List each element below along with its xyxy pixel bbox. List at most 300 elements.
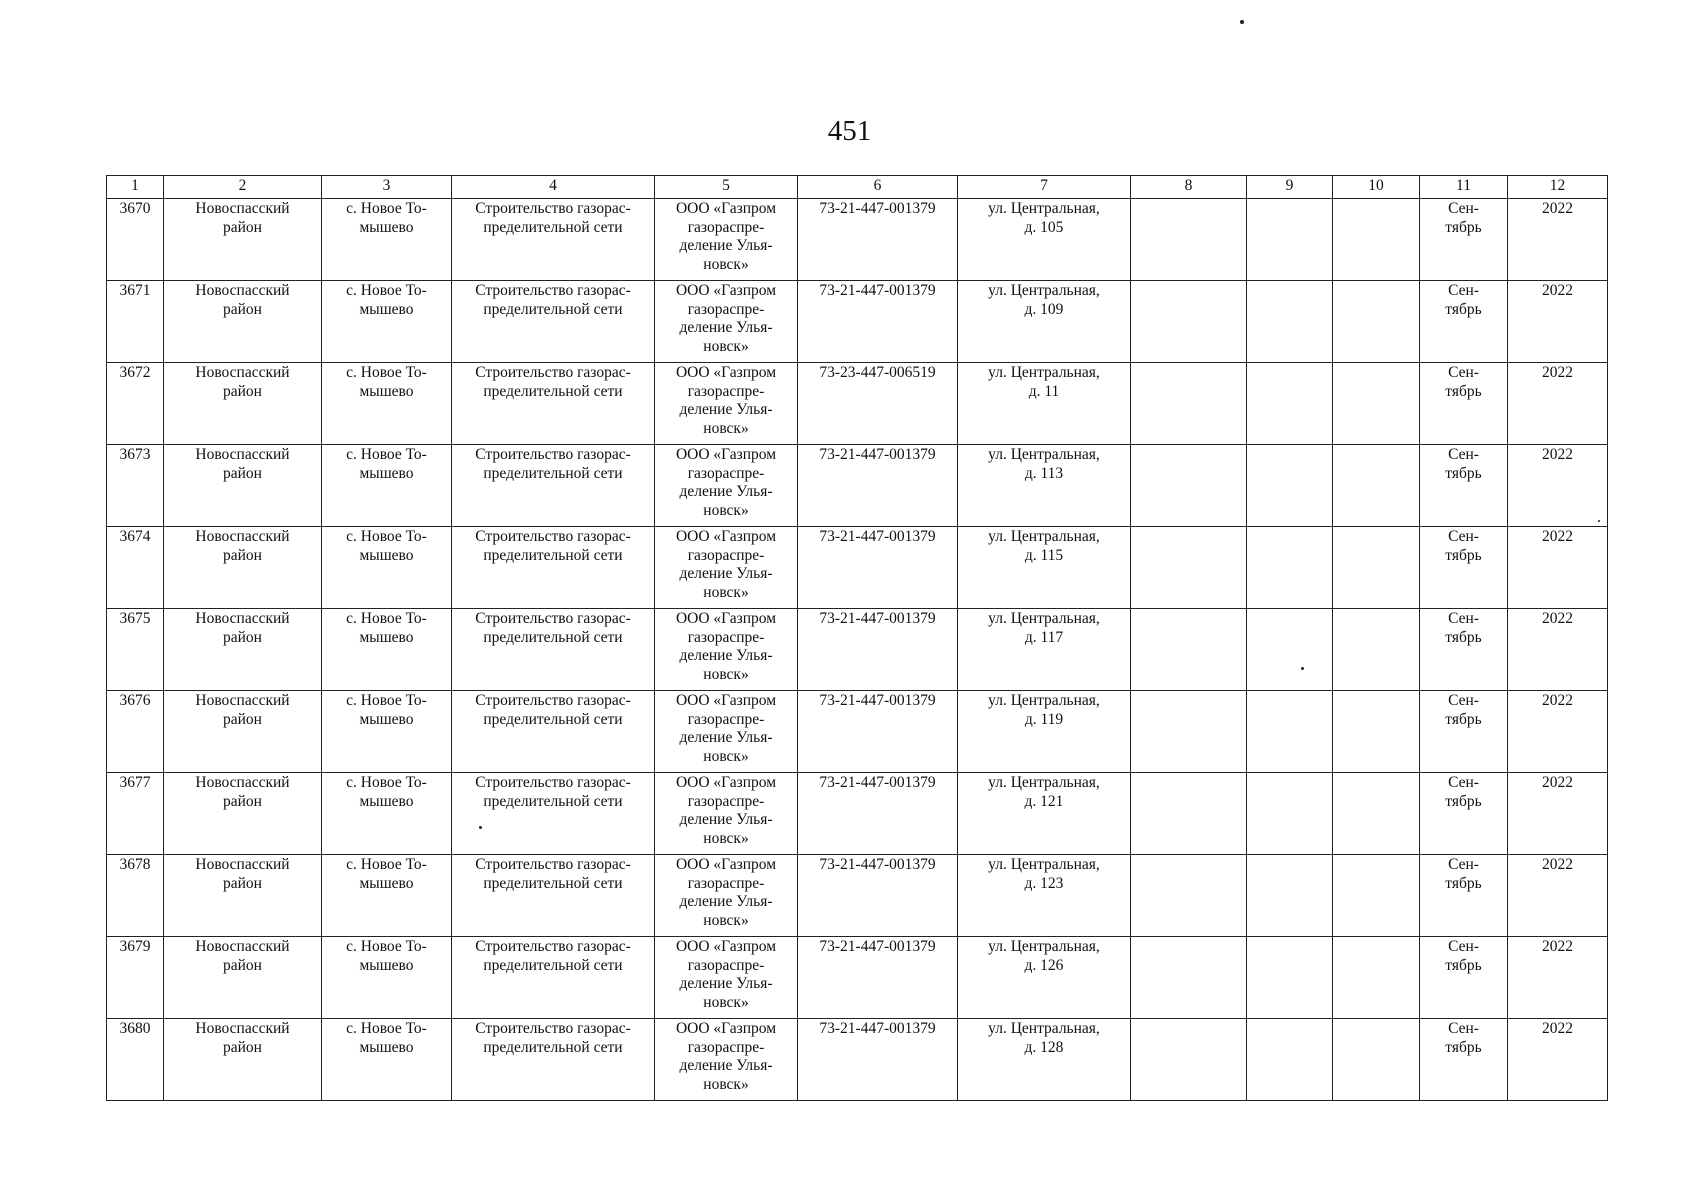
settlement-cell-line: мышево <box>359 710 414 728</box>
month-cell <box>1420 445 1508 527</box>
district-cell <box>164 855 322 937</box>
column-header-12: 12 <box>1508 176 1608 199</box>
settlement-cell <box>322 855 452 937</box>
work-description-cell-line: Строительство газорас- <box>475 446 631 463</box>
month-cell-line: Сен- <box>1448 200 1479 217</box>
address-cell-line: ул. Центральная, <box>988 446 1100 463</box>
column-header-8: 8 <box>1131 176 1247 199</box>
address-cell-line: д. 128 <box>1024 1038 1064 1056</box>
address-cell <box>958 691 1131 773</box>
address-cell-line: ул. Центральная, <box>988 692 1100 709</box>
work-description-cell-line: пределительной сети <box>483 710 623 728</box>
work-description-cell-line: Строительство газорас- <box>475 528 631 545</box>
settlement-cell-line: с. Новое То- <box>346 610 427 627</box>
address-cell <box>958 281 1131 363</box>
district-cell-line: район <box>223 710 262 728</box>
column-header-2: 2 <box>164 176 322 199</box>
month-cell <box>1420 281 1508 363</box>
column-header-7: 7 <box>958 176 1131 199</box>
column-9-cell <box>1247 527 1333 609</box>
settlement-cell <box>322 1019 452 1101</box>
row-number: 3675 <box>107 609 164 691</box>
object-code-cell: 73-21-447-001379 <box>798 1019 958 1101</box>
column-10-cell <box>1333 1019 1420 1101</box>
organization-cell-line: газораспре- <box>687 218 765 236</box>
column-8-cell <box>1131 199 1247 281</box>
year-cell: 2022 <box>1508 445 1608 527</box>
settlement-cell-line: с. Новое То- <box>346 446 427 463</box>
header-row <box>107 176 1608 199</box>
district-cell-line: Новоспасский <box>195 528 290 545</box>
work-description-cell-line: пределительной сети <box>483 792 623 810</box>
table-row <box>107 609 1608 691</box>
object-code-cell: 73-21-447-001379 <box>798 527 958 609</box>
district-cell-line: район <box>223 792 262 810</box>
table-row <box>107 527 1608 609</box>
district-cell-line: Новоспасский <box>195 282 290 299</box>
address-cell <box>958 199 1131 281</box>
district-cell-line: район <box>223 546 262 564</box>
settlement-cell-line: мышево <box>359 792 414 810</box>
organization-cell <box>655 855 798 937</box>
column-10-cell <box>1333 855 1420 937</box>
object-code-cell: 73-21-447-001379 <box>798 691 958 773</box>
row-number: 3670 <box>107 199 164 281</box>
work-description-cell <box>452 527 655 609</box>
column-8-cell <box>1131 691 1247 773</box>
work-description-cell-line: пределительной сети <box>483 546 623 564</box>
address-cell-line: ул. Центральная, <box>988 282 1100 299</box>
register-table <box>106 175 1608 1101</box>
year-cell: 2022 <box>1508 609 1608 691</box>
address-cell <box>958 773 1131 855</box>
organization-cell <box>655 527 798 609</box>
address-cell <box>958 609 1131 691</box>
settlement-cell-line: с. Новое То- <box>346 856 427 873</box>
column-9-cell <box>1247 855 1333 937</box>
column-10-cell <box>1333 527 1420 609</box>
settlement-cell-line: мышево <box>359 464 414 482</box>
settlement-cell-line: мышево <box>359 382 414 400</box>
organization-cell <box>655 773 798 855</box>
year-cell: 2022 <box>1508 199 1608 281</box>
month-cell-line: Сен- <box>1448 938 1479 955</box>
month-cell-line: тябрь <box>1445 792 1482 810</box>
work-description-cell-line: пределительной сети <box>483 628 623 646</box>
row-number: 3673 <box>107 445 164 527</box>
column-header-9: 9 <box>1247 176 1333 199</box>
work-description-cell <box>452 445 655 527</box>
settlement-cell-line: с. Новое То- <box>346 1020 427 1037</box>
settlement-cell-line: с. Новое То- <box>346 528 427 545</box>
organization-cell-line: газораспре- <box>687 300 765 318</box>
row-number: 3680 <box>107 1019 164 1101</box>
organization-cell-line: новск» <box>703 583 749 601</box>
work-description-cell-line: пределительной сети <box>483 382 623 400</box>
district-cell-line: район <box>223 1038 262 1056</box>
year-cell: 2022 <box>1508 281 1608 363</box>
month-cell-line: Сен- <box>1448 1020 1479 1037</box>
address-cell-line: ул. Центральная, <box>988 1020 1100 1037</box>
table-row <box>107 1019 1608 1101</box>
settlement-cell-line: мышево <box>359 956 414 974</box>
work-description-cell-line: пределительной сети <box>483 300 623 318</box>
district-cell-line: район <box>223 956 262 974</box>
settlement-cell-line: мышево <box>359 628 414 646</box>
district-cell-line: Новоспасский <box>195 774 290 791</box>
district-cell-line: район <box>223 300 262 318</box>
year-cell: 2022 <box>1508 937 1608 1019</box>
settlement-cell-line: с. Новое То- <box>346 692 427 709</box>
column-8-cell <box>1131 937 1247 1019</box>
organization-cell-line: газораспре- <box>687 546 765 564</box>
organization-cell-line: ООО «Газпром <box>675 282 777 299</box>
organization-cell-line: ООО «Газпром <box>675 200 777 217</box>
object-code-cell: 73-21-447-001379 <box>798 937 958 1019</box>
column-9-cell <box>1247 937 1333 1019</box>
district-cell-line: район <box>223 874 262 892</box>
organization-cell-line: деление Улья- <box>679 893 773 910</box>
address-cell-line: д. 123 <box>1024 874 1064 892</box>
address-cell-line: д. 113 <box>1024 464 1064 482</box>
month-cell-line: Сен- <box>1448 364 1479 381</box>
settlement-cell <box>322 773 452 855</box>
month-cell-line: тябрь <box>1445 464 1482 482</box>
column-9-cell <box>1247 691 1333 773</box>
district-cell-line: район <box>223 628 262 646</box>
work-description-cell-line: пределительной сети <box>483 218 623 236</box>
organization-cell-line: ООО «Газпром <box>675 1020 777 1037</box>
district-cell-line: Новоспасский <box>195 610 290 627</box>
table-row <box>107 773 1608 855</box>
settlement-cell-line: с. Новое То- <box>346 200 427 217</box>
organization-cell-line: газораспре- <box>687 628 765 646</box>
column-header-6: 6 <box>798 176 958 199</box>
district-cell-line: Новоспасский <box>195 692 290 709</box>
column-header-3: 3 <box>322 176 452 199</box>
row-number: 3674 <box>107 527 164 609</box>
column-8-cell <box>1131 281 1247 363</box>
organization-cell <box>655 691 798 773</box>
month-cell <box>1420 363 1508 445</box>
table-row <box>107 445 1608 527</box>
column-8-cell <box>1131 527 1247 609</box>
settlement-cell <box>322 527 452 609</box>
month-cell-line: тябрь <box>1445 956 1482 974</box>
address-cell-line: д. 121 <box>1024 792 1064 810</box>
column-9-cell <box>1247 445 1333 527</box>
organization-cell-line: деление Улья- <box>679 647 773 664</box>
column-8-cell <box>1131 855 1247 937</box>
settlement-cell-line: мышево <box>359 546 414 564</box>
settlement-cell-line: мышево <box>359 300 414 318</box>
object-code-cell: 73-21-447-001379 <box>798 773 958 855</box>
organization-cell-line: деление Улья- <box>679 1057 773 1074</box>
district-cell-line: Новоспасский <box>195 938 290 955</box>
settlement-cell-line: мышево <box>359 1038 414 1056</box>
address-cell-line: ул. Центральная, <box>988 856 1100 873</box>
organization-cell <box>655 363 798 445</box>
column-header-10: 10 <box>1333 176 1420 199</box>
table-row <box>107 691 1608 773</box>
work-description-cell <box>452 281 655 363</box>
work-description-cell-line: пределительной сети <box>483 464 623 482</box>
organization-cell-line: новск» <box>703 911 749 929</box>
month-cell-line: тябрь <box>1445 874 1482 892</box>
object-code-cell: 73-21-447-001379 <box>798 281 958 363</box>
column-header-5: 5 <box>655 176 798 199</box>
column-9-cell <box>1247 363 1333 445</box>
address-cell <box>958 527 1131 609</box>
column-header-1: 1 <box>107 176 164 199</box>
address-cell-line: д. 126 <box>1024 956 1064 974</box>
address-cell-line: д. 117 <box>1024 628 1064 646</box>
month-cell <box>1420 937 1508 1019</box>
month-cell-line: Сен- <box>1448 610 1479 627</box>
month-cell-line: Сен- <box>1448 856 1479 873</box>
organization-cell <box>655 937 798 1019</box>
column-header-4: 4 <box>452 176 655 199</box>
month-cell <box>1420 855 1508 937</box>
address-cell <box>958 363 1131 445</box>
object-code-cell: 73-21-447-001379 <box>798 609 958 691</box>
organization-cell-line: деление Улья- <box>679 401 773 418</box>
month-cell-line: тябрь <box>1445 382 1482 400</box>
object-code-cell: 73-21-447-001379 <box>798 445 958 527</box>
district-cell <box>164 1019 322 1101</box>
month-cell-line: тябрь <box>1445 546 1482 564</box>
address-cell-line: д. 105 <box>1024 218 1064 236</box>
year-cell: 2022 <box>1508 363 1608 445</box>
work-description-cell <box>452 1019 655 1101</box>
column-10-cell <box>1333 363 1420 445</box>
month-cell-line: тябрь <box>1445 628 1482 646</box>
organization-cell-line: ООО «Газпром <box>675 938 777 955</box>
district-cell-line: Новоспасский <box>195 1020 290 1037</box>
district-cell <box>164 281 322 363</box>
work-description-cell-line: Строительство газорас- <box>475 1020 631 1037</box>
organization-cell-line: деление Улья- <box>679 565 773 582</box>
organization-cell-line: ООО «Газпром <box>675 692 777 709</box>
settlement-cell <box>322 199 452 281</box>
column-9-cell <box>1247 281 1333 363</box>
organization-cell-line: деление Улья- <box>679 729 773 746</box>
row-number: 3678 <box>107 855 164 937</box>
object-code-cell: 73-21-447-001379 <box>798 855 958 937</box>
column-10-cell <box>1333 445 1420 527</box>
district-cell <box>164 527 322 609</box>
table-row <box>107 937 1608 1019</box>
month-cell-line: Сен- <box>1448 446 1479 463</box>
district-cell <box>164 937 322 1019</box>
address-cell-line: д. 109 <box>1024 300 1064 318</box>
work-description-cell <box>452 199 655 281</box>
organization-cell <box>655 199 798 281</box>
address-cell <box>958 445 1131 527</box>
address-cell-line: ул. Центральная, <box>988 610 1100 627</box>
month-cell-line: Сен- <box>1448 692 1479 709</box>
settlement-cell-line: с. Новое То- <box>346 938 427 955</box>
work-description-cell-line: Строительство газорас- <box>475 692 631 709</box>
organization-cell-line: газораспре- <box>687 710 765 728</box>
work-description-cell-line: Строительство газорас- <box>475 938 631 955</box>
address-cell-line: д. 115 <box>1024 546 1064 564</box>
column-9-cell <box>1247 609 1333 691</box>
month-cell <box>1420 527 1508 609</box>
organization-cell-line: ООО «Газпром <box>675 774 777 791</box>
work-description-cell-line: Строительство газорас- <box>475 610 631 627</box>
organization-cell-line: деление Улья- <box>679 237 773 254</box>
district-cell <box>164 199 322 281</box>
organization-cell-line: газораспре- <box>687 956 765 974</box>
organization-cell-line: газораспре- <box>687 1038 765 1056</box>
column-8-cell <box>1131 363 1247 445</box>
settlement-cell <box>322 937 452 1019</box>
work-description-cell-line: Строительство газорас- <box>475 282 631 299</box>
column-8-cell <box>1131 609 1247 691</box>
row-number: 3671 <box>107 281 164 363</box>
year-cell: 2022 <box>1508 855 1608 937</box>
organization-cell-line: новск» <box>703 993 749 1011</box>
column-9-cell <box>1247 1019 1333 1101</box>
work-description-cell-line: Строительство газорас- <box>475 856 631 873</box>
column-10-cell <box>1333 691 1420 773</box>
district-cell-line: Новоспасский <box>195 446 290 463</box>
month-cell <box>1420 1019 1508 1101</box>
month-cell <box>1420 609 1508 691</box>
organization-cell-line: деление Улья- <box>679 319 773 336</box>
month-cell <box>1420 691 1508 773</box>
column-8-cell <box>1131 1019 1247 1101</box>
district-cell <box>164 691 322 773</box>
table-row <box>107 363 1608 445</box>
organization-cell-line: новск» <box>703 829 749 847</box>
month-cell-line: Сен- <box>1448 774 1479 791</box>
month-cell-line: Сен- <box>1448 528 1479 545</box>
address-cell-line: ул. Центральная, <box>988 774 1100 791</box>
settlement-cell <box>322 363 452 445</box>
month-cell-line: тябрь <box>1445 710 1482 728</box>
organization-cell-line: деление Улья- <box>679 483 773 500</box>
organization-cell-line: ООО «Газпром <box>675 364 777 381</box>
scan-speck <box>1240 20 1244 24</box>
settlement-cell <box>322 281 452 363</box>
work-description-cell <box>452 937 655 1019</box>
settlement-cell-line: с. Новое То- <box>346 774 427 791</box>
month-cell-line: тябрь <box>1445 1038 1482 1056</box>
address-cell <box>958 937 1131 1019</box>
settlement-cell-line: с. Новое То- <box>346 364 427 381</box>
address-cell-line: ул. Центральная, <box>988 364 1100 381</box>
column-10-cell <box>1333 937 1420 1019</box>
address-cell-line: ул. Центральная, <box>988 938 1100 955</box>
row-number: 3679 <box>107 937 164 1019</box>
organization-cell-line: деление Улья- <box>679 975 773 992</box>
organization-cell-line: новск» <box>703 419 749 437</box>
organization-cell <box>655 445 798 527</box>
settlement-cell-line: с. Новое То- <box>346 282 427 299</box>
table-body <box>107 199 1608 1101</box>
organization-cell-line: ООО «Газпром <box>675 528 777 545</box>
column-10-cell <box>1333 281 1420 363</box>
address-cell <box>958 1019 1131 1101</box>
settlement-cell-line: мышево <box>359 218 414 236</box>
address-cell <box>958 855 1131 937</box>
table-row <box>107 281 1608 363</box>
organization-cell-line: новск» <box>703 255 749 273</box>
year-cell: 2022 <box>1508 527 1608 609</box>
organization-cell <box>655 281 798 363</box>
address-cell-line: д. 119 <box>1024 710 1064 728</box>
column-10-cell <box>1333 609 1420 691</box>
year-cell: 2022 <box>1508 691 1608 773</box>
organization-cell <box>655 1019 798 1101</box>
district-cell <box>164 773 322 855</box>
column-10-cell <box>1333 199 1420 281</box>
organization-cell-line: газораспре- <box>687 382 765 400</box>
organization-cell-line: новск» <box>703 665 749 683</box>
district-cell-line: район <box>223 382 262 400</box>
organization-cell-line: газораспре- <box>687 874 765 892</box>
work-description-cell-line: пределительной сети <box>483 874 623 892</box>
month-cell-line: тябрь <box>1445 218 1482 236</box>
organization-cell-line: деление Улья- <box>679 811 773 828</box>
organization-cell-line: ООО «Газпром <box>675 856 777 873</box>
column-10-cell <box>1333 773 1420 855</box>
district-cell-line: Новоспасский <box>195 364 290 381</box>
month-cell <box>1420 199 1508 281</box>
year-cell: 2022 <box>1508 1019 1608 1101</box>
district-cell <box>164 445 322 527</box>
column-8-cell <box>1131 445 1247 527</box>
work-description-cell-line: Строительство газорас- <box>475 364 631 381</box>
object-code-cell: 73-21-447-001379 <box>798 199 958 281</box>
column-8-cell <box>1131 773 1247 855</box>
organization-cell-line: новск» <box>703 501 749 519</box>
month-cell-line: тябрь <box>1445 300 1482 318</box>
work-description-cell-line: Строительство газорас- <box>475 200 631 217</box>
district-cell-line: район <box>223 218 262 236</box>
settlement-cell <box>322 609 452 691</box>
row-number: 3677 <box>107 773 164 855</box>
settlement-cell <box>322 445 452 527</box>
month-cell <box>1420 773 1508 855</box>
column-9-cell <box>1247 773 1333 855</box>
work-description-cell-line: Строительство газорас- <box>475 774 631 791</box>
organization-cell-line: газораспре- <box>687 792 765 810</box>
year-cell: 2022 <box>1508 773 1608 855</box>
column-header-11: 11 <box>1420 176 1508 199</box>
work-description-cell-line: пределительной сети <box>483 956 623 974</box>
organization-cell-line: ООО «Газпром <box>675 446 777 463</box>
address-cell-line: д. 11 <box>1028 382 1060 400</box>
district-cell <box>164 363 322 445</box>
work-description-cell <box>452 855 655 937</box>
district-cell-line: Новоспасский <box>195 200 290 217</box>
work-description-cell-line: пределительной сети <box>483 1038 623 1056</box>
row-number: 3672 <box>107 363 164 445</box>
work-description-cell <box>452 363 655 445</box>
object-code-cell: 73-23-447-006519 <box>798 363 958 445</box>
month-cell-line: Сен- <box>1448 282 1479 299</box>
work-description-cell <box>452 773 655 855</box>
organization-cell-line: новск» <box>703 337 749 355</box>
work-description-cell <box>452 691 655 773</box>
district-cell-line: Новоспасский <box>195 856 290 873</box>
address-cell-line: ул. Центральная, <box>988 528 1100 545</box>
organization-cell-line: новск» <box>703 1075 749 1093</box>
settlement-cell-line: мышево <box>359 874 414 892</box>
